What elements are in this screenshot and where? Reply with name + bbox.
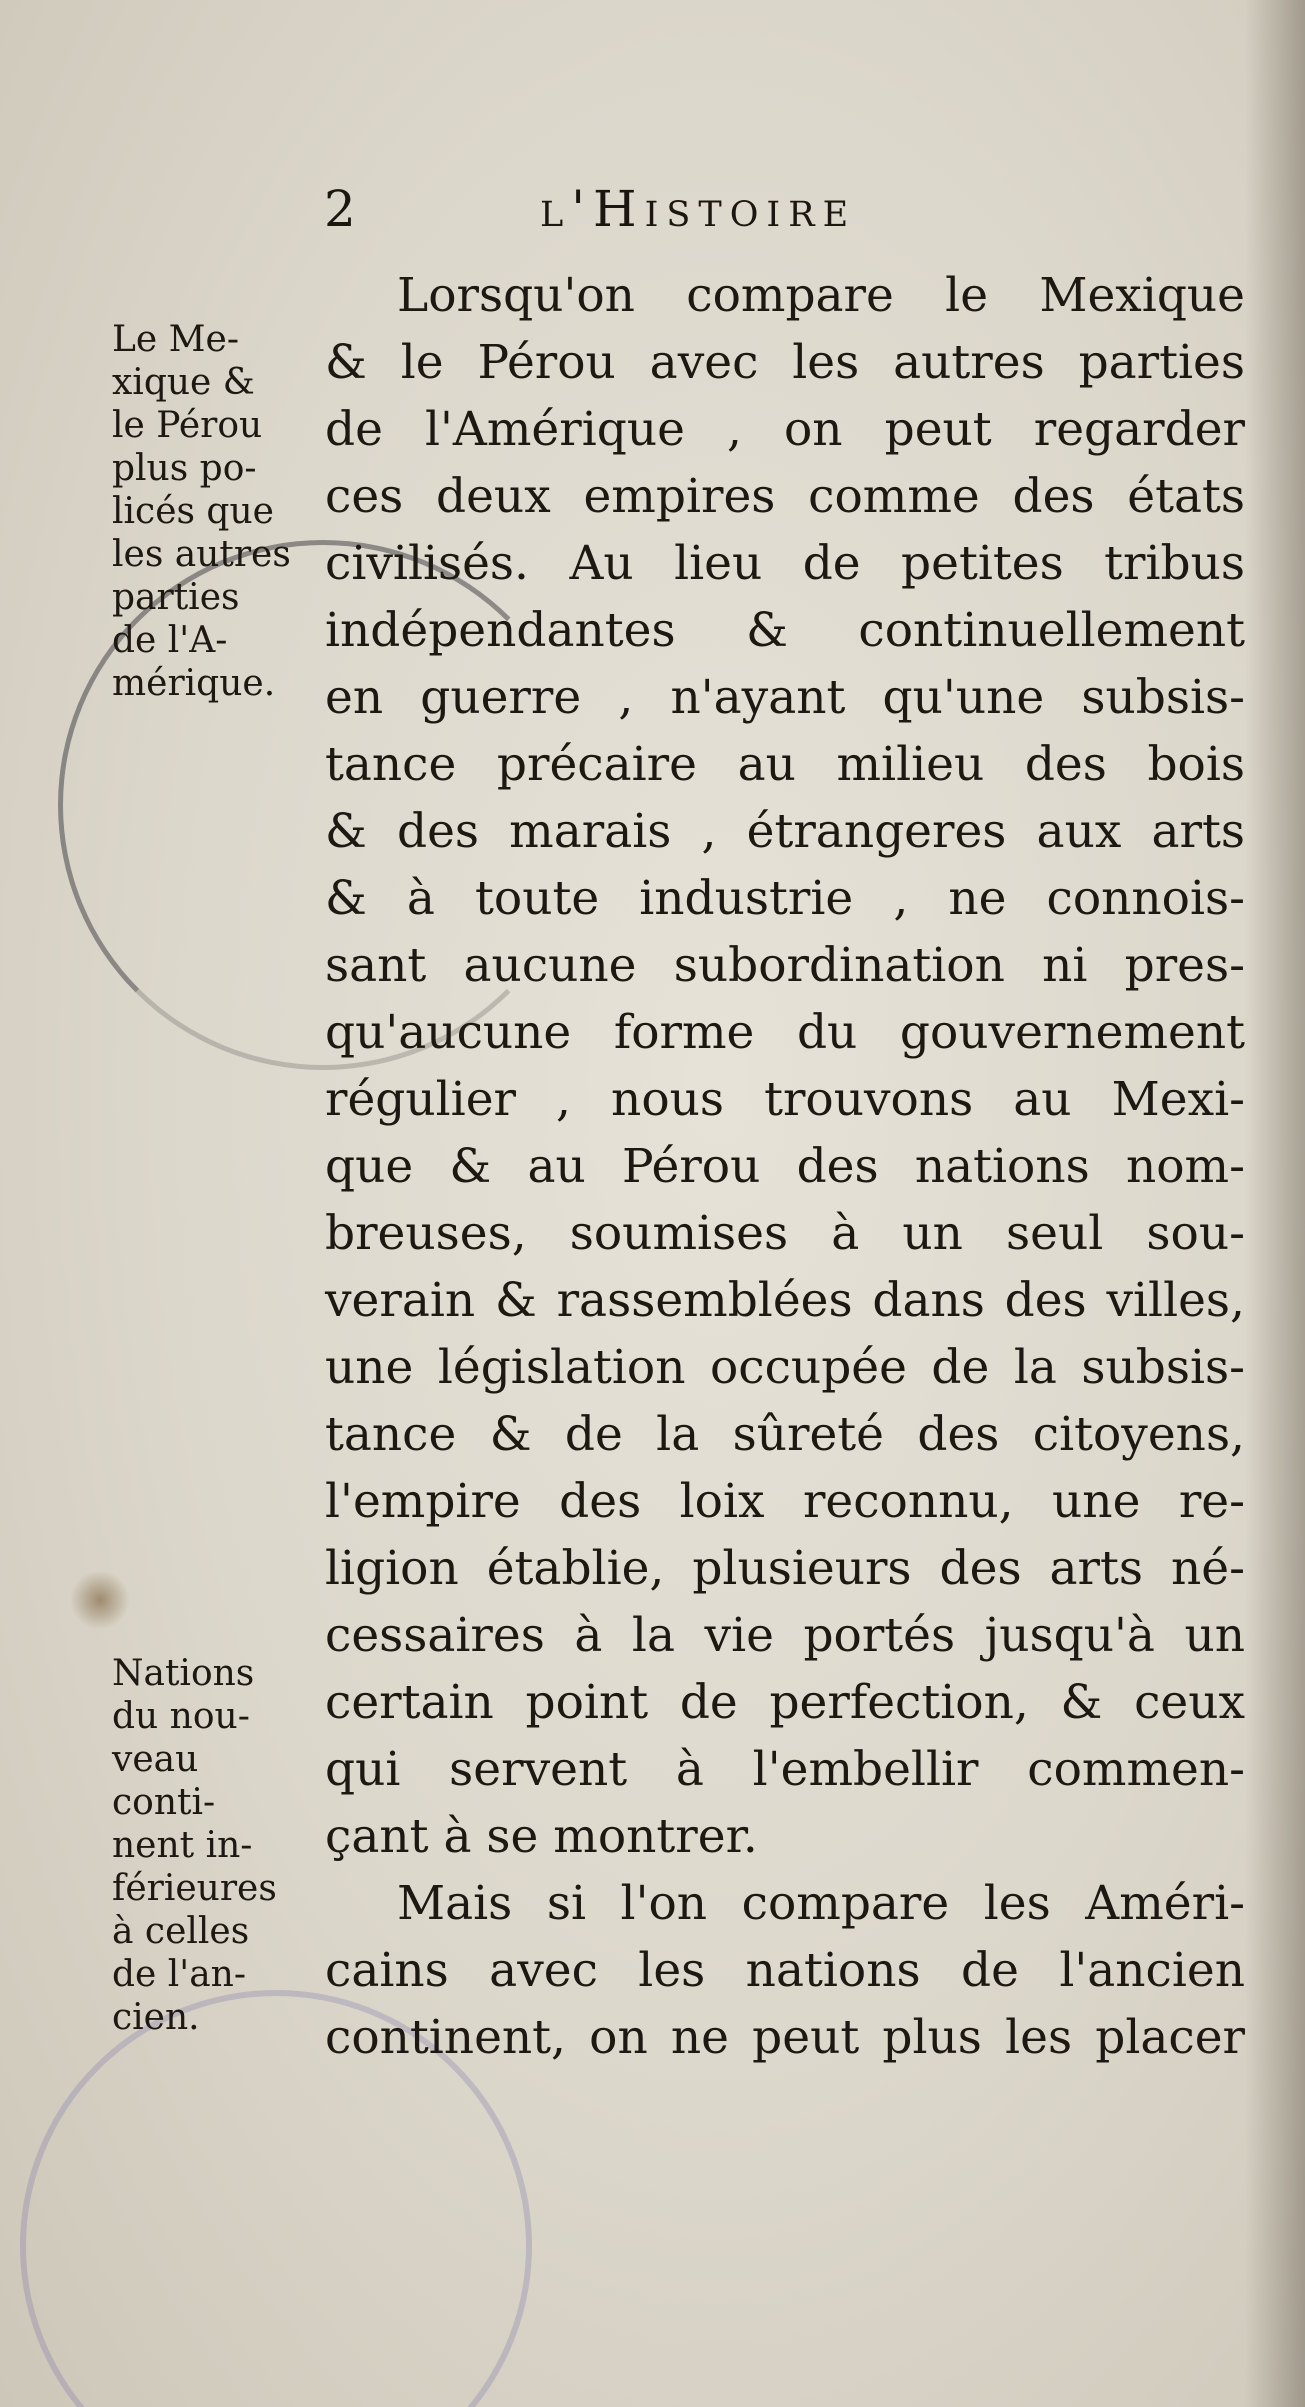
margin-note-line: de l'an-: [112, 1954, 247, 1995]
text-line: une législation occupée de la subsis-: [325, 1340, 1245, 1395]
text-line: Mais si l'on compare les Améri-: [397, 1876, 1245, 1931]
margin-note-line: Nations: [112, 1653, 255, 1694]
text-line: tance & de la sûreté des citoyens,: [325, 1407, 1245, 1462]
text-line: tance précaire au milieu des bois: [325, 737, 1245, 792]
foxing-stain: [70, 1570, 130, 1630]
text-line: certain point de perfection, & ceux: [325, 1675, 1245, 1730]
text-line: qu'aucune forme du gouvernement: [325, 1005, 1245, 1060]
margin-note-line: conti-: [112, 1782, 216, 1823]
text-line: verain & rassemblées dans des villes,: [325, 1273, 1245, 1328]
running-title: l'Histoire: [540, 180, 857, 238]
margin-note-line: plus po-: [112, 448, 257, 489]
margin-note-line: le Pérou: [112, 405, 263, 446]
running-head: [300, 180, 1250, 240]
text-line: ligion établie, plusieurs des arts né-: [325, 1541, 1245, 1596]
gutter-shadow: [1245, 0, 1305, 2407]
margin-note-line: xique &: [112, 362, 255, 403]
text-line: indépendantes & continuellement: [325, 603, 1245, 658]
page-number: 2: [324, 180, 362, 238]
margin-note-nations-nouveau-continent: [112, 1652, 322, 2039]
body-text: [325, 262, 1245, 2071]
margin-note-line: de l'A-: [112, 620, 228, 661]
text-line: çant à se montrer.: [325, 1809, 758, 1864]
margin-note-mexique-perou: [112, 318, 322, 705]
margin-note-line: à celles: [112, 1911, 250, 1952]
text-line: & des marais , étrangeres aux arts: [325, 804, 1245, 859]
text-line: & à toute industrie , ne connois-: [325, 871, 1245, 926]
margin-note-line: Le Me-: [112, 319, 239, 360]
text-line: de l'Amérique , on peut regarder: [325, 402, 1245, 457]
text-line: continent, on ne peut plus les placer: [325, 2010, 1245, 2065]
text-line: breuses, soumises à un seul sou-: [325, 1206, 1245, 1261]
text-line: que & au Pérou des nations nom-: [325, 1139, 1245, 1194]
margin-note-line: du nou-: [112, 1696, 250, 1737]
text-line: cessaires à la vie portés jusqu'à un: [325, 1608, 1245, 1663]
margin-note-line: nent in-: [112, 1825, 253, 1866]
text-line: Lorsqu'on compare le Mexique: [397, 268, 1245, 323]
text-line: civilisés. Au lieu de petites tribus: [325, 536, 1245, 591]
text-line: sant aucune subordination ni pres-: [325, 938, 1245, 993]
margin-note-line: les autres: [112, 534, 291, 575]
text-line: ces deux empires comme des états: [325, 469, 1245, 524]
margin-note-line: parties: [112, 577, 240, 618]
margin-note-line: licés que: [112, 491, 274, 532]
margin-note-line: mérique.: [112, 663, 276, 704]
text-line: qui servent à l'embellir commen-: [325, 1742, 1245, 1797]
text-line: l'empire des loix reconnu, une re-: [325, 1474, 1245, 1529]
text-line: cains avec les nations de l'ancien: [325, 1943, 1245, 1998]
margin-note-line: férieures: [112, 1868, 277, 1909]
margin-note-line: veau: [112, 1739, 199, 1780]
text-line: & le Pérou avec les autres parties: [325, 335, 1245, 390]
text-line: régulier , nous trouvons au Mexi-: [325, 1072, 1245, 1127]
margin-note-line: cien.: [112, 1997, 200, 2038]
text-line: en guerre , n'ayant qu'une subsis-: [325, 670, 1245, 725]
